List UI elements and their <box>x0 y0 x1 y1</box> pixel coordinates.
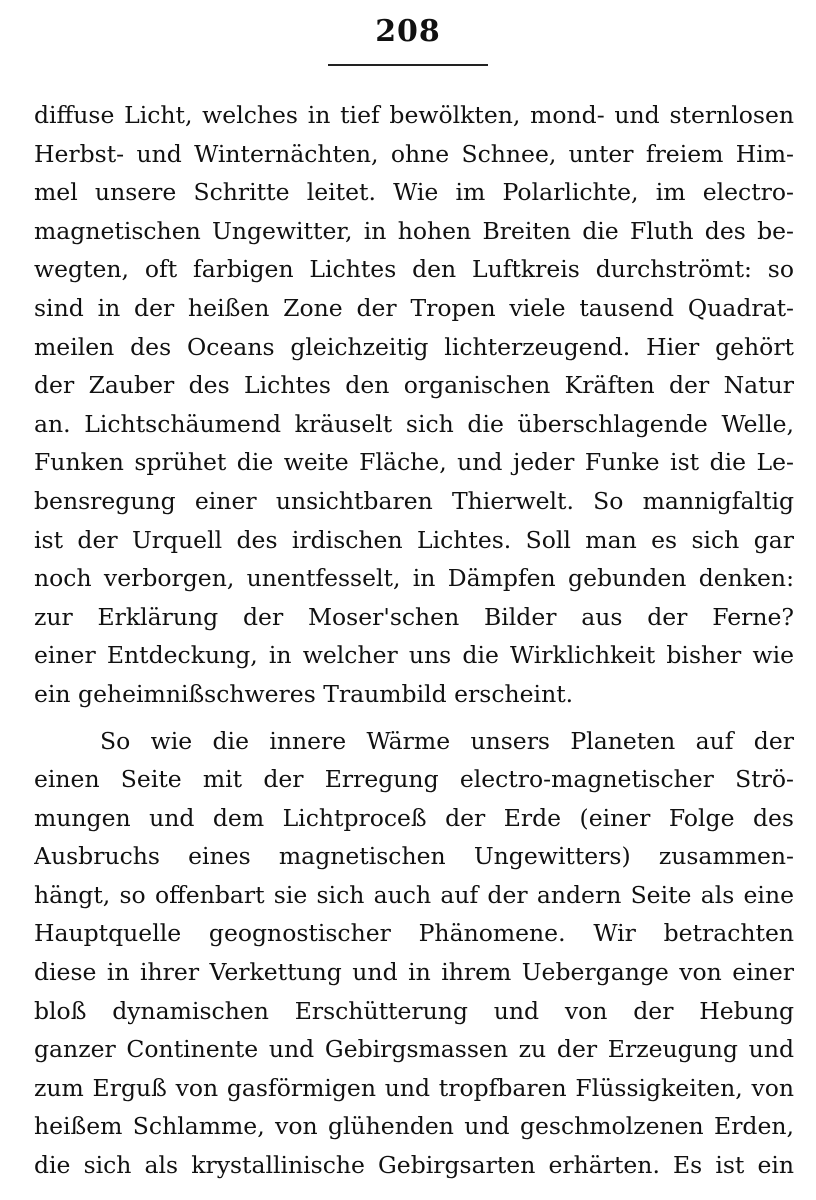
paragraph <box>34 96 794 714</box>
text-line: einen Seite mit der Erregung electro-magnetischer Strö- <box>34 765 794 794</box>
text-line: magnetischen Ungewitter, in hohen Breiten die Fluth des be- <box>34 216 794 245</box>
text-line: an. Lichtschäumend kräuselt sich die überschlagende Welle, <box>34 409 794 438</box>
header-rule <box>328 64 488 66</box>
text-line: einer Entdeckung, in welcher uns die Wirklichkeit bisher wie <box>34 641 794 670</box>
text-line: mel unsere Schritte leitet. Wie im Polarlichte, im electro- <box>34 178 794 207</box>
text-line: meilen des Oceans gleichzeitig lichterzeugend. Hier gehört <box>34 332 794 361</box>
text-line: diffuse Licht, welches in tief bewölkten, mond- und sternlosen <box>34 101 794 129</box>
text-line: Hauptquelle geognostischer Phänomene. Wir betrachten <box>34 919 794 948</box>
text-line: diese in ihrer Verkettung und in ihrem Uebergange von einer <box>34 958 794 987</box>
text-line: heißem Schlamme, von glühenden und geschmolzenen Erden, <box>34 1112 794 1141</box>
text-line: sind in der heißen Zone der Tropen viele tausend Quadrat- <box>34 293 794 322</box>
text-line: zum Erguß von gasförmigen und tropfbaren Flüssigkeiten, von <box>34 1073 794 1102</box>
text-line: Ausbruchs eines magnetischen Ungewitters) zusammen- <box>34 842 794 871</box>
page-number: 208 <box>375 14 441 49</box>
text-line: ganzer Continente und Gebirgsmassen zu der Erzeugung und <box>34 1035 794 1064</box>
text-line: bensregung einer unsichtbaren Thierwelt. So mannigfaltig <box>34 486 794 515</box>
paragraph <box>34 722 794 1185</box>
text-line: noch verborgen, unentfesselt, in Dämpfen gebunden denken: <box>34 564 794 593</box>
text-line: ein geheimnißschweres Traumbild erscheint. <box>34 679 574 708</box>
text-line: hängt, so offenbart sie sich auch auf der andern Seite als eine <box>34 880 794 909</box>
text-line: mungen und dem Lichtproceß der Erde (einer Folge des <box>34 803 794 832</box>
text-line: bloß dynamischen Erschütterung und von der Hebung <box>34 996 794 1025</box>
text-line: die sich als krystallinische Gebirgsarten erhärten. Es ist ein <box>34 1151 794 1180</box>
text-line: Herbst- und Winternächten, ohne Schnee, unter freiem Him- <box>34 139 794 168</box>
paragraph-gap <box>34 714 794 722</box>
text-line: So wie die innere Wärme unsers Planeten auf der <box>100 726 794 755</box>
text-line: der Zauber des Lichtes den organischen Kräften der Natur <box>34 371 794 400</box>
text-line: wegten, oft farbigen Lichtes den Luftkreis durchströmt: so <box>34 255 794 284</box>
text-line: Funken sprühet die weite Fläche, und jeder Funke ist die Le- <box>34 448 794 477</box>
text-body <box>34 96 794 1185</box>
text-line: ist der Urquell des irdischen Lichtes. Soll man es sich gar <box>34 525 794 554</box>
text-line: zur Erklärung der Moser'schen Bilder aus der Ferne? <box>34 602 794 631</box>
